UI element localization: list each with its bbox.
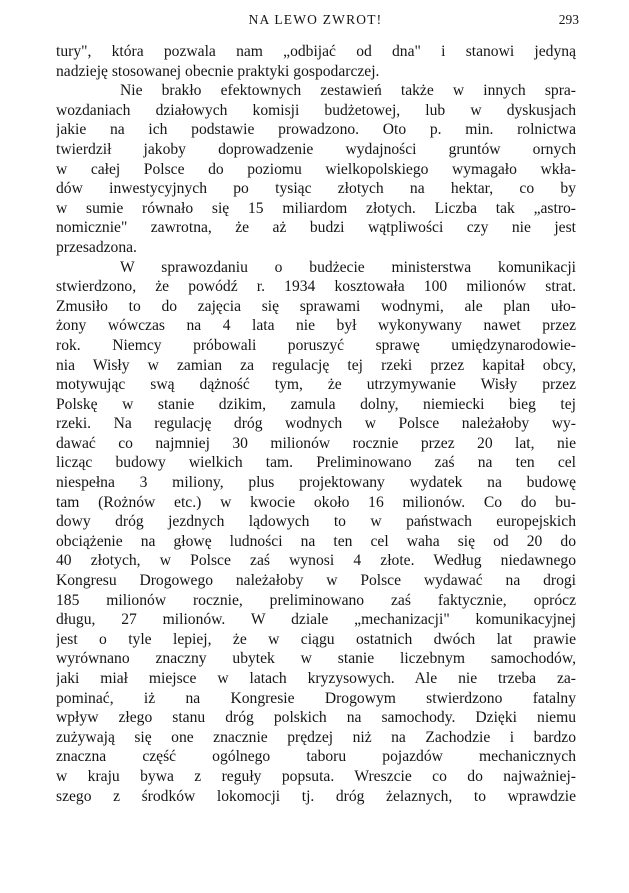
text-line: twierdził jakoby doprowadzenie wydajności gruntów ornych — [56, 140, 576, 158]
page-number: 293 — [558, 12, 579, 27]
text-line: w kraju bywa z reguły popsuta. Wreszcie co do najważniej- — [56, 767, 576, 785]
text-line: motywując swą dążność tym, że utrzymywanie Wisły przez — [56, 376, 576, 394]
text-line: Nie brakło efektownych zestawień także w innych spra- — [120, 82, 576, 100]
text-line: dawać co najmniej 30 milionów rocznie przez 20 lat, nie — [56, 434, 576, 452]
text-line: niespełna 3 miliony, plus projektowany wydatek na budowę — [56, 474, 576, 492]
text-line: znaczna część ogólnego taboru pojazdów mechanicznych — [56, 748, 576, 766]
text-line: licząc budowy wielkich tam. Preliminowano zaś na ten cel — [56, 454, 576, 472]
body-text — [56, 42, 576, 806]
text-line: przesadzona. — [56, 238, 137, 256]
text-line: rzeki. Na regulację dróg wodnych w Polsce należałoby wy- — [56, 415, 576, 433]
text-line: w całej Polsce do poziomu wielkopolskiego wymagało wkła- — [56, 160, 576, 178]
text-line: długu, 27 milionów. W dziale „mechanizacji" komunikacyjnej — [56, 611, 576, 629]
text-line: nomicznie" zawrotna, że aż budzi wątpliwości czy nie jest — [56, 219, 576, 237]
text-line: Polskę w stanie dzikim, zamula dolny, niemiecki bieg tej — [56, 395, 576, 413]
text-line: jaki miał miejsce w latach kryzysowych. Ale nie trzeba za- — [56, 670, 576, 687]
text-line: rok. Niemcy próbowali poruszyć sprawę umiędzynarodowie- — [56, 336, 576, 354]
text-line: jest o tyle lepiej, że w ciągu ostatnich dwóch lat prawie — [56, 630, 576, 648]
text-line: Kongresu Drogowego należałoby w Polsce wydawać na drogi — [56, 572, 576, 590]
running-head — [52, 12, 579, 34]
text-line: wpływ złego stanu dróg polskich na samochody. Dzięki niemu — [56, 709, 576, 727]
text-line: stwierdzono, że powódź r. 1934 kosztowała 100 milionów strat. — [56, 278, 576, 296]
running-title: NA LEWO ZWROT! — [248, 12, 383, 27]
text-line: 40 złotych, w Polsce zaś wynosi 4 złote. Według niedawnego — [56, 552, 576, 570]
text-line: szego z środków lokomocji tj. dróg żelaznych, to wprawdzie — [56, 787, 576, 805]
text-line: jakie na ich podstawie prowadzono. Oto p. min. rolnictwa — [56, 121, 576, 139]
text-line: W sprawozdaniu o budżecie ministerstwa komunikacji — [120, 258, 576, 276]
text-line: w sumie równało się 15 miliardom złotych. Liczba tak „astro- — [56, 199, 576, 217]
text-line: dowy dróg jezdnych lądowych to w państwach europejskich — [56, 513, 576, 531]
text-line: tam (Rożnów etc.) w kwocie około 16 milionów. Co do bu- — [56, 493, 576, 511]
text-line: 185 milionów rocznie, preliminowano zaś faktycznie, oprócz — [56, 591, 576, 609]
text-line: wyrównano znaczny ubytek w stanie liczebnym samochodów, — [56, 650, 576, 668]
text-line: nadzieję stosowanej obecnie praktyki gospodarczej. — [56, 62, 380, 80]
text-line: tury", która pozwala nam „odbijać od dna" i stanowi jedyną — [56, 43, 576, 60]
text-line: nia Wisły w zamian za regulację tej rzeki przez kapitał obcy, — [56, 356, 576, 374]
text-line: Zmusiło to do zajęcia się sprawami wodnymi, ale plan uło- — [56, 297, 576, 315]
text-line: wozdaniach działowych komisji budżetowej, lub w dyskusjach — [56, 101, 576, 119]
text-line: żony wówczas na 4 lata nie był wykonywany nawet przez — [56, 317, 576, 335]
text-line: obciążenie na głowę ludności na ten cel waha się od 20 do — [56, 532, 576, 550]
text-line: zużywają się one znacznie prędzej niż na Zachodzie i bardzo — [56, 728, 576, 746]
text-line: dów inwestycyjnych po tysiąc złotych na hektar, co by — [56, 180, 576, 198]
text-line: pominać, iż na Kongresie Drogowym stwierdzono fatalny — [56, 689, 576, 707]
